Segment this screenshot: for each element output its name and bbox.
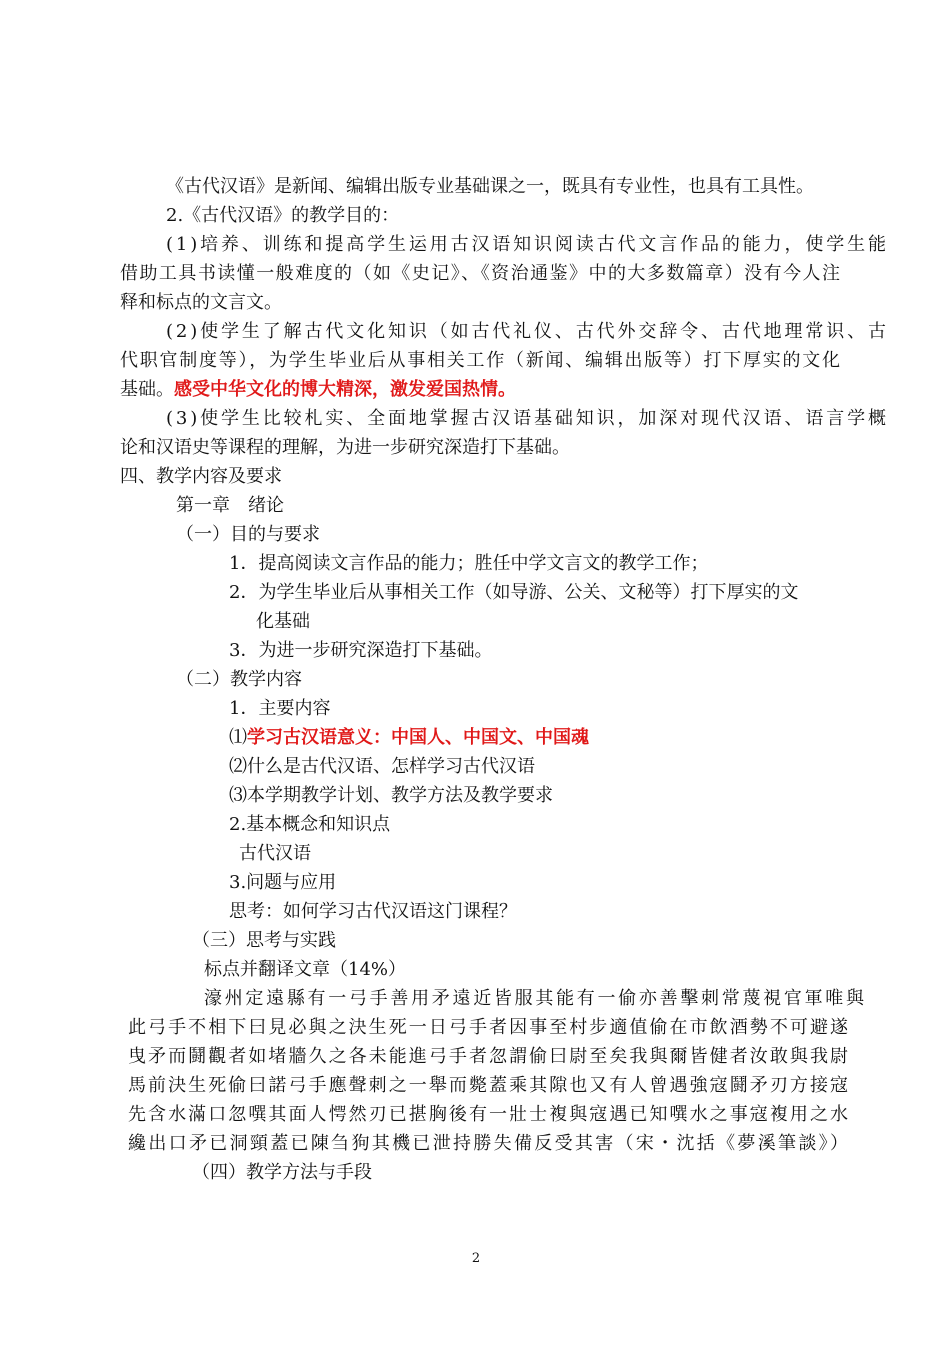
chapter-title: 第一章 绪论 (176, 495, 284, 516)
goal-2-line-2: 代职官制度等），为学生毕业后从事相关工作（新闻、编辑出版等）打下厚实的文化 (120, 350, 842, 371)
content-concepts: 2.基本概念和知识点 (229, 814, 391, 835)
classical-text-line-2: 此弓手不相下曰見必與之決生死一日弓手者因事至村步適值偷在市飲酒勢不可避遂 (128, 1017, 851, 1038)
aim-2-line-2: 化基础 (256, 611, 310, 632)
page-number: 2 (471, 1251, 481, 1266)
item-1-marker: ⑴ (229, 727, 247, 748)
goal-3-line-2: 论和汉语史等课程的理解，为进一步研究深造打下基础。 (120, 437, 570, 458)
aim-3: 3．为进一步研究深造打下基础。 (229, 640, 493, 661)
content-application: 3.问题与应用 (229, 872, 337, 893)
practice-task: 标点并翻译文章（14%） (204, 959, 407, 980)
goal-2-line-3 (120, 376, 516, 404)
concept-item: 古代汉语 (239, 843, 311, 864)
content-item-2: ⑵什么是古代汉语、怎样学习古代汉语 (229, 756, 535, 777)
classical-text-line-5: 先含水滿口忽噀其面人愕然刃已揕胸後有一壯士複與寇遇已知噀水之事寇複用之水 (128, 1104, 851, 1125)
goal-2-line-1: (2)使学生了解古代文化知识（如古代礼仪、古代外交辞令、古代地理常识、古 (166, 321, 889, 342)
subsection-aims: （一）目的与要求 (176, 524, 320, 545)
section-heading-content: 四、教学内容及要求 (120, 466, 282, 487)
goal-1-line-1: (1)培养、训练和提高学生运用古汉语知识阅读古代文言作品的能力，使学生能 (166, 234, 889, 255)
subsection-methods: （四）教学方法与手段 (192, 1162, 372, 1183)
classical-text-line-4: 馬前決生死偷曰諾弓手應聲刺之一舉而斃蓋乘其隙也又有人曾遇強寇鬪矛刃方接寇 (128, 1075, 851, 1096)
content-item-1 (229, 724, 589, 752)
classical-text-line-1: 濠州定遠縣有一弓手善用矛遠近皆服其能有一偷亦善擊刺常蔑視官軍唯與 (204, 988, 867, 1009)
subsection-practice: （三）思考与实践 (192, 930, 336, 951)
classical-text-line-3: 曳矛而鬪觀者如堵牆久之各未能進弓手者忽謂偷曰尉至矣我與爾皆健者汝敢與我尉 (128, 1046, 851, 1067)
aim-2-line-1: 2．为学生毕业后从事相关工作（如导游、公关、文秘等）打下厚实的文 (229, 582, 799, 603)
heading-teaching-goals: 2.《古代汉语》的教学目的： (166, 205, 400, 226)
highlight-patriotism: 感受中华文化的博大精深，激发爱国热情。 (174, 379, 516, 400)
highlight-significance: 学习古汉语意义：中国人、中国文、中国魂 (247, 727, 589, 748)
aim-1: 1．提高阅读文言作品的能力；胜任中学文言文的教学工作； (229, 553, 709, 574)
content-main: 1．主要内容 (229, 698, 331, 719)
para-intro-end: 《古代汉语》是新闻、编辑出版专业基础课之一，既具有专业性，也具有工具性。 (166, 176, 814, 197)
goal-2-text: 基础。 (120, 379, 174, 400)
subsection-content: （二）教学内容 (176, 669, 302, 690)
thinking-question: 思考：如何学习古代汉语这门课程？ (229, 901, 517, 922)
goal-3-line-1: (3)使学生比较札实、全面地掌握古汉语基础知识，加深对现代汉语、语言学概 (166, 408, 889, 429)
content-item-3: ⑶本学期教学计划、教学方法及教学要求 (229, 785, 553, 806)
goal-1-line-3: 释和标点的文言文。 (120, 292, 282, 313)
classical-text-line-6: 纔出口矛已洞頸蓋已陳刍狗其機已泄持勝失備反受其害（宋・沈括《夢溪筆談》） (128, 1133, 851, 1154)
goal-1-line-2: 借助工具书读懂一般难度的（如《史记》、《资治通鉴》中的大多数篇章）没有今人注 (120, 263, 842, 284)
